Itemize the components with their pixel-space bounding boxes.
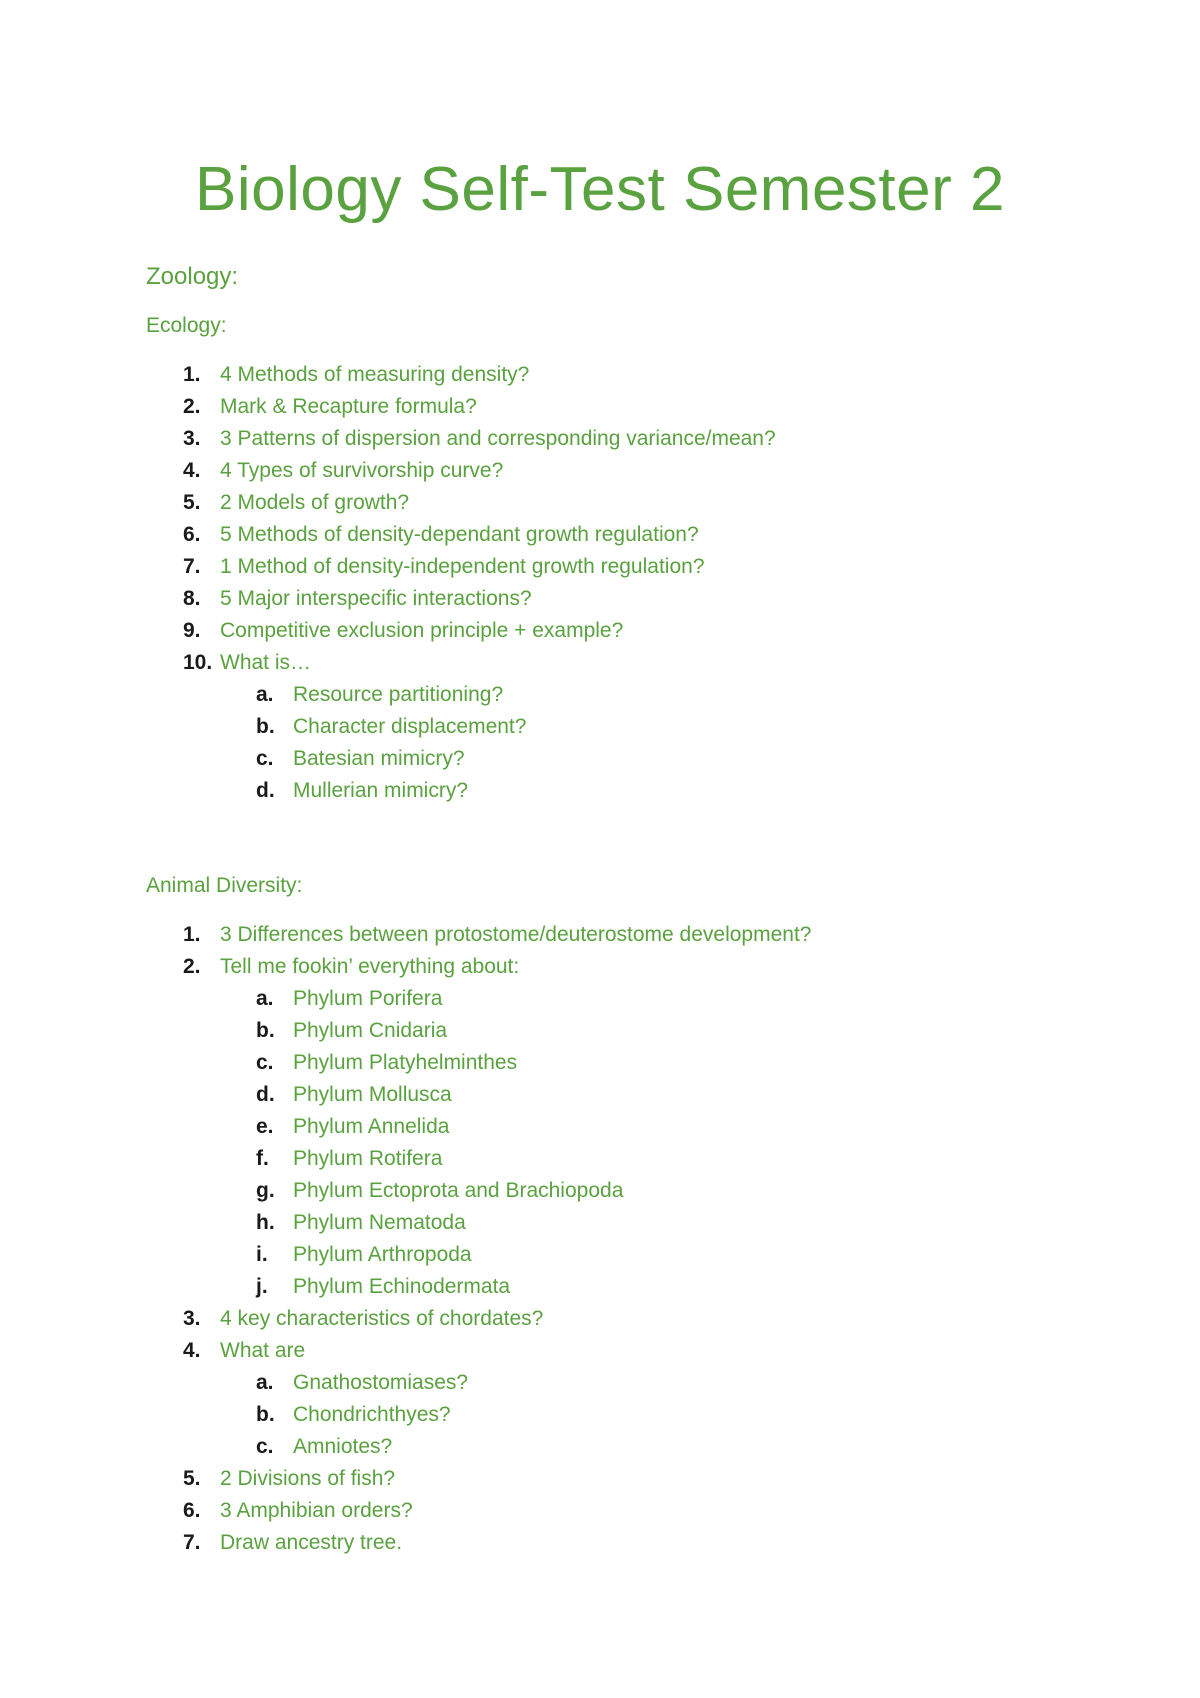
sub-list-letter: b.: [256, 1403, 275, 1426]
list-text: 3 Amphibian orders?: [220, 1499, 413, 1522]
list-number: 4.: [183, 459, 201, 482]
list-text: Mark & Recapture formula?: [220, 395, 477, 418]
list-text: 3 Patterns of dispersion and corresponding variance/mean?: [220, 427, 776, 450]
sub-list-text: Amniotes?: [293, 1435, 393, 1458]
list-number: 3.: [183, 1307, 201, 1330]
list-text: Draw ancestry tree.: [220, 1531, 403, 1554]
sub-list-letter: c.: [256, 1051, 274, 1074]
sub-list-text: Phylum Mollusca: [293, 1083, 452, 1106]
list-text: 2 Models of growth?: [220, 491, 410, 514]
sub-list-letter: c.: [256, 1435, 274, 1458]
list-text: 4 Methods of measuring density?: [220, 363, 530, 386]
list-text: 5 Major interspecific interactions?: [220, 587, 532, 610]
sub-list-letter: a.: [256, 683, 274, 706]
list-number: 7.: [183, 555, 201, 578]
list-text: 1 Method of density-independent growth regulation?: [220, 555, 705, 578]
list-number: 2.: [183, 955, 201, 978]
list-number: 6.: [183, 1499, 201, 1522]
sub-list-letter: j.: [256, 1275, 268, 1298]
sub-list-text: Phylum Echinodermata: [293, 1275, 511, 1298]
sub-list-text: Phylum Ectoprota and Brachiopoda: [293, 1179, 624, 1202]
sub-list-letter: c.: [256, 747, 274, 770]
document-title: Biology Self-Test Semester 2: [194, 155, 1005, 224]
sub-list-text: Mullerian mimicry?: [293, 779, 469, 802]
section-heading-ecology: Ecology:: [146, 314, 227, 337]
sub-list-letter: d.: [256, 1083, 275, 1106]
list-number: 3.: [183, 427, 201, 450]
sub-list-text: Gnathostomiases?: [293, 1371, 469, 1394]
list-number: 1.: [183, 363, 201, 386]
list-number: 5.: [183, 1467, 201, 1490]
list-text: What are: [220, 1339, 306, 1362]
list-text: 4 Types of survivorship curve?: [220, 459, 504, 482]
list-text: 4 key characteristics of chordates?: [220, 1307, 544, 1330]
sub-list-letter: e.: [256, 1115, 274, 1138]
list-text: Competitive exclusion principle + example?: [220, 619, 624, 642]
section-heading-animal-diversity: Animal Diversity:: [146, 874, 303, 897]
list-number: 2.: [183, 395, 201, 418]
sub-list-text: Resource partitioning?: [293, 683, 504, 706]
list-number: 9.: [183, 619, 201, 642]
sub-list-text: Phylum Platyhelminthes: [293, 1051, 518, 1074]
sub-list-letter: i.: [256, 1243, 268, 1266]
sub-list-text: Character displacement?: [293, 715, 527, 738]
list-number: 8.: [183, 587, 201, 610]
sub-list-letter: b.: [256, 1019, 275, 1042]
sub-list-text: Phylum Cnidaria: [293, 1019, 448, 1042]
sub-list-text: Phylum Annelida: [293, 1115, 450, 1138]
sub-list-letter: h.: [256, 1211, 275, 1234]
sub-list-text: Phylum Nematoda: [293, 1211, 466, 1234]
sub-list-letter: a.: [256, 987, 274, 1010]
list-text: 2 Divisions of fish?: [220, 1467, 396, 1490]
list-number: 5.: [183, 491, 201, 514]
sub-list-text: Phylum Porifera: [293, 987, 443, 1010]
list-number: 4.: [183, 1339, 201, 1362]
list-number: 6.: [183, 523, 201, 546]
list-number: 1.: [183, 923, 201, 946]
sub-list-letter: a.: [256, 1371, 274, 1394]
sub-list-text: Phylum Arthropoda: [293, 1243, 472, 1266]
list-text: 5 Methods of density-dependant growth regulation?: [220, 523, 699, 546]
sub-list-text: Chondrichthyes?: [293, 1403, 451, 1426]
sub-list-letter: f.: [256, 1147, 269, 1170]
list-text: What is…: [220, 651, 312, 674]
sub-list-text: Phylum Rotifera: [293, 1147, 443, 1170]
list-text: 3 Differences between protostome/deuterostome development?: [220, 923, 812, 946]
sub-list-text: Batesian mimicry?: [293, 747, 465, 770]
sub-list-letter: d.: [256, 779, 275, 802]
sub-list-letter: b.: [256, 715, 275, 738]
list-text: Tell me fookin’ everything about:: [220, 955, 520, 978]
section-heading-zoology: Zoology:: [146, 263, 239, 290]
sub-list-letter: g.: [256, 1179, 275, 1202]
list-number: 7.: [183, 1531, 201, 1554]
list-number: 10.: [183, 651, 213, 674]
